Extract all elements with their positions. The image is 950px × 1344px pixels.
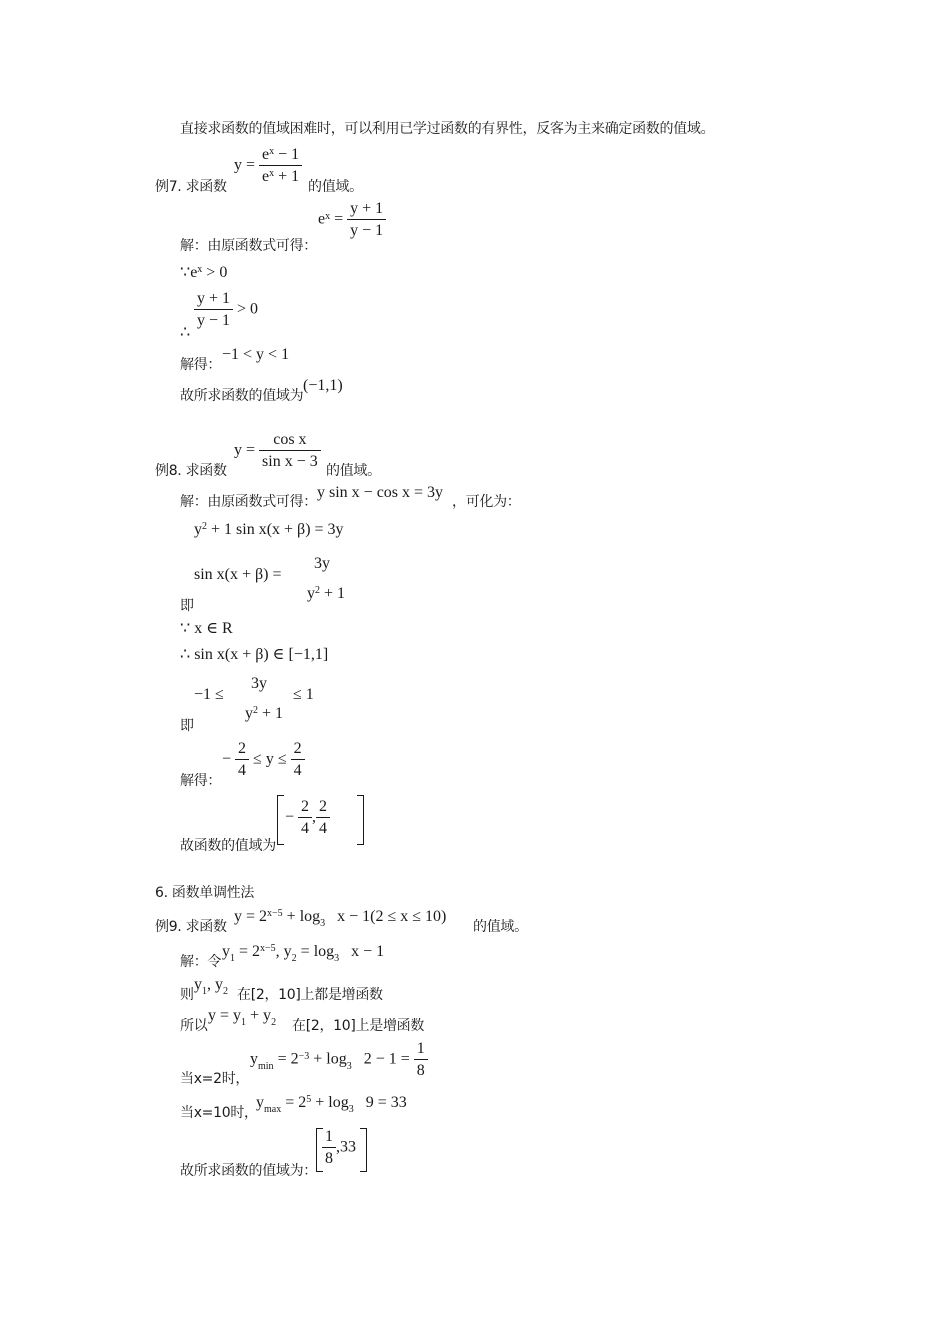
ex7-func-y: y = [234, 156, 256, 174]
ex8-ji-1: 即 [180, 598, 194, 614]
ex9-then-label: 则 [180, 987, 194, 1003]
ex8-step1-label: 解：由原函数式可得： [180, 494, 317, 510]
because-symbol: ∵ [180, 264, 191, 281]
ex8-therefore: ∴ sin x(x + β) ∈ [−1,1] [180, 646, 329, 663]
ex8-step4-den: $y^2 + 1$ [245, 705, 284, 722]
ex7-solve-label: 解得： [180, 357, 222, 373]
ex8-step3-den: $y^2 + 1$ [307, 585, 346, 602]
ex9-max-label: 当x=10时， [180, 1105, 258, 1121]
ex7-therefore-symbol: ∴ [180, 324, 191, 341]
ex9-so-tail: 在[2，10]上是增函数 [292, 1018, 425, 1034]
ex8-step4-rhs: ≤ 1 [293, 686, 314, 703]
ex9-function: $y = 2^{x-5} + \log_3$ x − 1(2 ≤ x ≤ 10) [234, 908, 447, 929]
ex9-let-expr: $y_1 = 2^{x-5}$, $y_2 = \log_3$ x − 1 [222, 943, 385, 964]
ex7-solve-expr: −1 < y < 1 [222, 346, 290, 363]
ex8-step4-lhs: −1 ≤ [194, 686, 224, 703]
ex9-min-expr: $y_{min} = 2^{-3} + \log_3$ 2 − 1 = $\frac{1}{8}$ [250, 1040, 428, 1080]
ex7-result-expr: (−1,1) [303, 377, 343, 394]
intro-text: 直接求函数的值域困难时，可以利用已学过函数的有界性，反客为主来确定函数的值域。 [180, 121, 715, 137]
ex8-step4-num: 3y [251, 675, 267, 692]
ex7-because: $\because e^x > 0$ [180, 264, 228, 281]
ex8-step2-expr: $y^2 + 1$ sin x(x + β) = 3y [194, 521, 344, 538]
ex9-result-label: 故所求函数的值域为： [180, 1163, 317, 1179]
ex9-so-expr: $y = y_1 + y_2$ [208, 1007, 277, 1028]
ex7-tail: 的值域。 [308, 179, 363, 195]
ex7-func-fraction: $\frac{e^x - 1}{e^x + 1}$ [259, 146, 302, 186]
ex8-solve-expr: − $\frac{2}{4}$ ≤ y ≤ $\frac{2}{4}$ [222, 740, 305, 780]
ex9-tail: 的值域。 [473, 919, 528, 935]
ex9-then-expr: $y_1$, $y_2$ [194, 976, 228, 997]
ex7-function [234, 146, 302, 186]
ex9-result-right-bracket [360, 1128, 367, 1172]
ex8-step1-tail: ，可化为： [452, 494, 521, 510]
therefore-symbol: ∴ [180, 646, 191, 663]
ex9-so-label: 所以 [180, 1018, 208, 1034]
ex9-label: 例9. 求函数 [155, 919, 227, 935]
ex8-solve-label: 解得： [180, 773, 222, 789]
ex7-inequality: $\frac{y + 1}{y - 1}$ > 0 [194, 290, 258, 330]
ex7-label: 例7. 求函数 [155, 179, 227, 195]
ex8-label: 例8. 求函数 [155, 463, 227, 479]
ex8-because: ∵ x ∈ R [180, 620, 233, 637]
ex7-step1-label: 解：由原函数式可得： [180, 238, 317, 254]
section-6-title: 6. 函数单调性法 [155, 885, 255, 901]
ex7-step1-expr: $e^x$ = $\frac{y + 1}{y - 1}$ [318, 200, 386, 240]
because-symbol: ∵ [180, 620, 191, 637]
ex8-ji-2: 即 [180, 718, 194, 734]
ex8-result-expr: − $\frac{2}{4}$ , $\frac{2}{4}$ [285, 798, 330, 838]
ex7-result-label: 故所求函数的值域为 [180, 388, 304, 404]
ex8-step3-num: 3y [314, 555, 330, 572]
ex9-result-expr: $\frac{1}{8}$ ,33 [322, 1128, 356, 1168]
ex8-step3-lhs: sin x(x + β) = [194, 566, 282, 583]
ex8-tail: 的值域。 [326, 463, 381, 479]
ex8-step1-expr: y sin x − cos x = 3y [317, 484, 444, 501]
ex9-then-tail: 在[2，10]上都是增函数 [237, 987, 383, 1003]
ex8-result-left-bracket [277, 795, 284, 845]
ex9-let-label: 解：令 [180, 954, 222, 970]
ex8-result-right-bracket [357, 795, 364, 845]
ex9-max-expr: $y_{max} = 2^5 + \log_3$ 9 = 33 [256, 1094, 407, 1115]
ex8-result-label: 故函数的值域为 [180, 838, 276, 854]
ex8-function: y = $\frac{\text{cos x}}{\text{sin x − 3}}$ [234, 431, 321, 471]
ex9-min-label: 当x=2时， [180, 1071, 250, 1087]
